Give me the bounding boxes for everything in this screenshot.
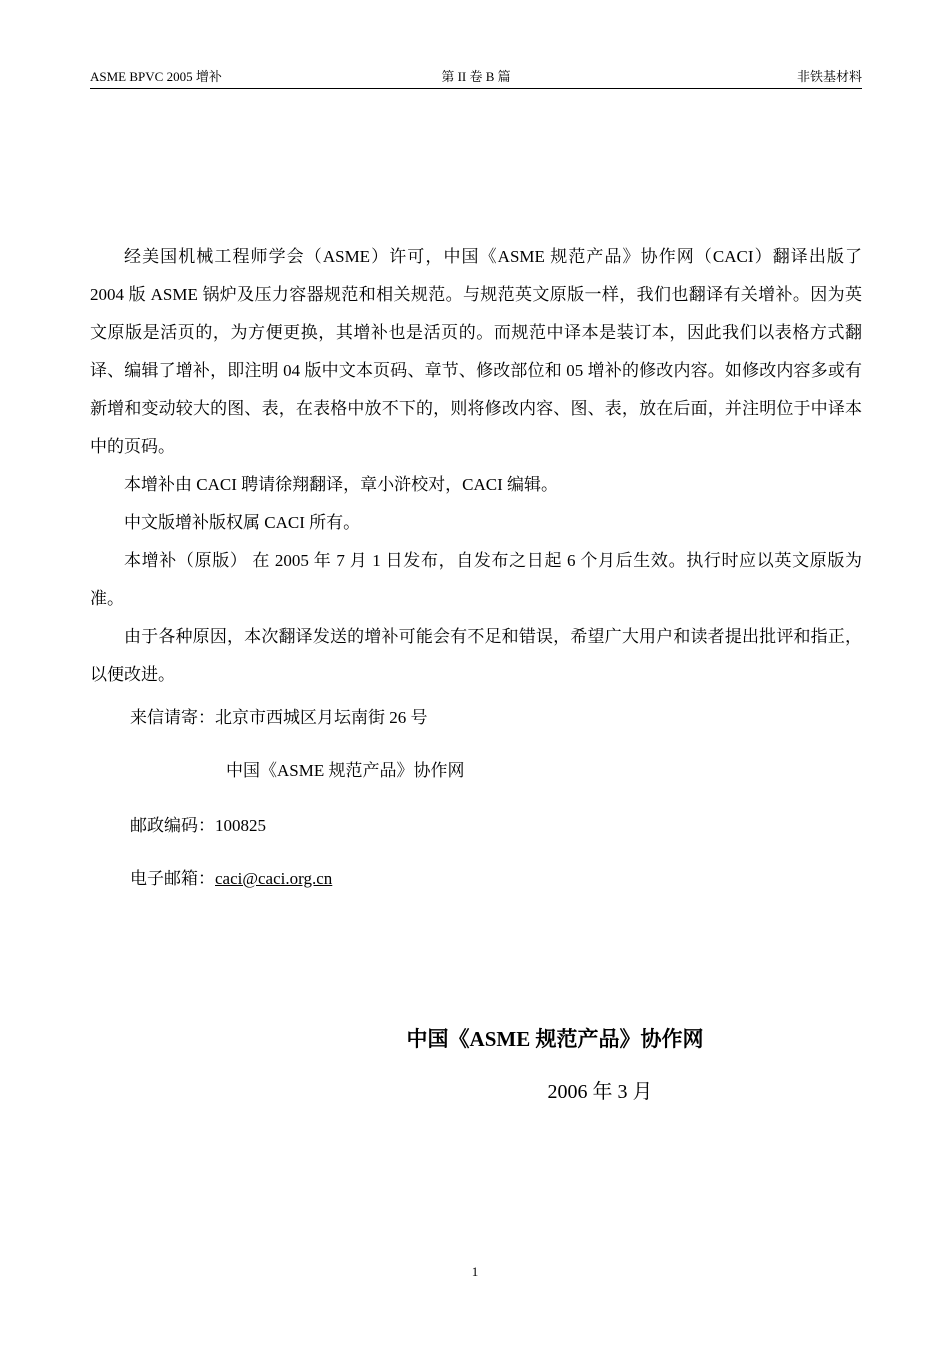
contact-address-line	[130, 706, 428, 730]
issue-date: 2006 年 3 月	[547, 1081, 653, 1103]
header-left: ASME BPVC 2005 增补	[90, 69, 222, 84]
feedback-paragraph: 由于各种原因，本次翻译发送的增补可能会有不足和错误，希望广大用户和读者提出批评和指正，以便改进。	[90, 627, 862, 684]
address-label: 来信请寄：	[130, 708, 215, 727]
postal-label: 邮政编码：	[130, 816, 215, 835]
address-line-1: 北京市西城区月坛南街 26 号	[215, 708, 428, 727]
email-link[interactable]: caci@caci.org.cn	[215, 869, 333, 888]
copyright-paragraph: 中文版增补版权属 CACI 所有。	[124, 513, 361, 532]
signature: 中国《ASME 规范产品》协作网	[406, 1027, 704, 1051]
header-right: 非铁基材料	[796, 69, 862, 84]
page-number: 1	[471, 1264, 479, 1279]
address-line-2: 中国《ASME 规范产品》协作网	[226, 761, 465, 780]
translator-paragraph: 本增补由 CACI 聘请徐翔翻译，章小浒校对，CACI 编辑。	[124, 475, 558, 494]
contact-email-line	[130, 867, 332, 891]
postal-code: 100825	[215, 816, 266, 835]
running-header	[90, 68, 862, 89]
contact-postal-line	[130, 814, 266, 838]
email-label: 电子邮箱：	[130, 869, 215, 888]
body-text	[90, 238, 862, 694]
contact-organization-line	[226, 759, 464, 783]
effective-date-paragraph: 本增补（原版） 在 2005 年 7 月 1 日发布，自发布之日起 6 个月后生效。执行时应以英文原版为准。	[90, 551, 862, 608]
header-center: 第 II 卷 B 篇	[441, 69, 511, 84]
intro-paragraph: 经美国机械工程师学会（ASME）许可，中国《ASME 规范产品》协作网（CACI）翻译出版了 2004 版 ASME 锅炉及压力容器规范和相关规范。与规范英文原版一样，我们也翻译有关增补。因为英文原版是活页的，为方便更换，其增补也是活页的。而规范中译本是装订本，因此我们以表格方式翻译、编辑了增补，即注明 04 版中文本页码、章节、修改部位和 05 增补的修改内容。如修改内容多或有新增和变动较大的图、表，在表格中放不下的，则将修改内容、图、表，放在后面，并注明位于中译本中的页码。	[90, 247, 862, 456]
